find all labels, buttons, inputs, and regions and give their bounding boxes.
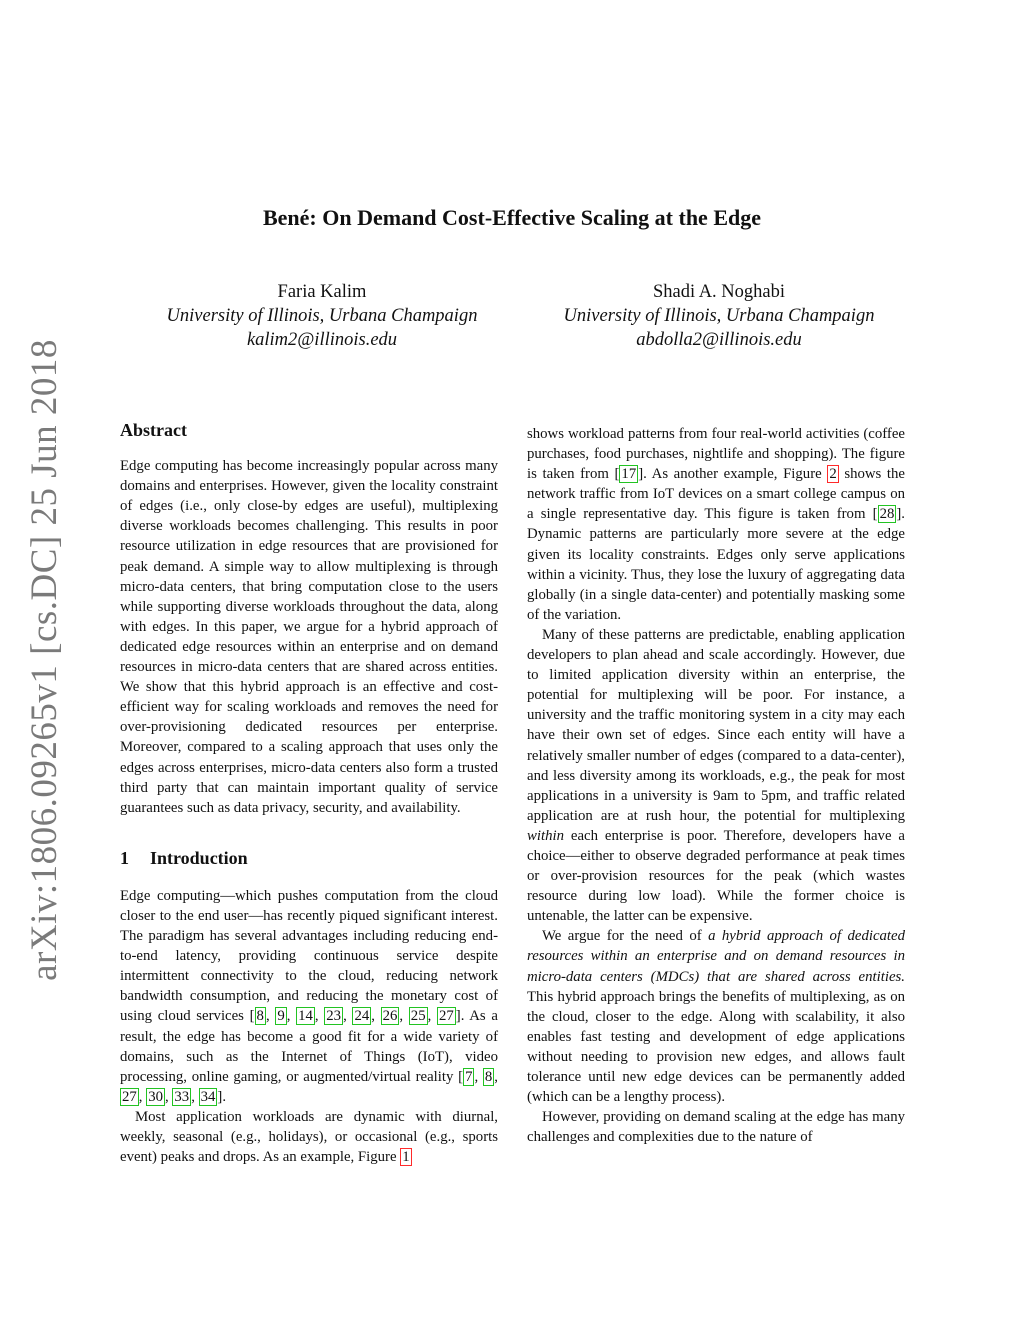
citation-link[interactable]: 9	[277, 1008, 285, 1025]
author-affiliation: University of Illinois, Urbana Champaign	[563, 306, 875, 326]
intro-paragraph-3: Many of these patterns are predictable, enabling application developers to plan ahead and scale accordingly. However, due to limited application diversity within an enterprise, the potential for multiplexing will be poor. For instance, a university and the traffic monitoring system in a city may each have their own set of edges. Since each entity will have a relatively smaller number of edges (compared to a data-center), and less diversity among its workloads, e.g., the peak for most applications in a university is 9am to 5pm, and traffic related application are at rush hour, the potential for multiplexing within each enterprise is poor. Therefore, developers have a choice—either to observe degraded performance at peak times or over-provision resources for the peak (which wastes resource during low load). While the former choice is untenable, the latter can be expensive.	[527, 626, 905, 925]
citation-link[interactable]: 25	[410, 1008, 426, 1025]
intro-paragraph-4: We argue for the need of a hybrid approach of dedicated resources within an enterprise and on demand resources in micro-data centers (MDCs) that are shared across entities. This hybrid approach brings the benefits of multiplexing, as on the cloud, closer to the edge. Along with scalability, it also enables fast testing and development of edge applications without needing to provision new edges, and allows fault tolerance until new edge devices can be permanently added (which can be a lengthy process).	[527, 928, 905, 1106]
author-email[interactable]: abdolla2@illinois.edu	[636, 330, 802, 350]
right-column	[527, 424, 905, 1147]
abstract-text: Edge computing has become increasingly popular across many domains and enterprises. However, given the locality constraint of edges (i.e., only close-by edges are useful), multiplexing diverse workloads becomes challenging. This results in poor resource utilization in edge resources that are provisioned for peak demand. A simple way to allow multiplexing is through micro-data centers, that bring computation close to the users while supporting diverse workloads throughout the data, along with edges. In this paper, we argue for a hybrid approach of dedicated edge resources within an enterprise and on demand resources in micro-data centers that are shared across entities. We show that this hybrid approach is an effective and cost-efficient way for scaling workloads and removes the need for over-provisioning dedicated resources per enterprise. Moreover, compared to a scaling approach that uses only the edges across enterprises, micro-data centers also form a trusted third party that can maintain important quality of service guarantees such as data privacy, security, and availability.	[120, 458, 498, 816]
section-number: 1	[120, 847, 129, 868]
citation-link[interactable]: 27	[122, 1088, 137, 1105]
intro-paragraph-2: Most application workloads are dynamic with diurnal, weekly, seasonal (e.g., holidays), or occasional (e.g., sports event) peaks and drops. As an example, Figure 1	[120, 1108, 498, 1166]
left-column	[120, 420, 498, 1167]
citation-link[interactable]: 33	[174, 1088, 190, 1105]
arxiv-identifier: arXiv:1806.09265v1 [cs.DC] 25 Jun 2018	[24, 339, 66, 981]
author-name: Shadi A. Noghabi	[652, 282, 786, 302]
citation-link[interactable]: 28	[879, 506, 895, 523]
citation-link[interactable]: 30	[148, 1088, 163, 1105]
paper-title: Bené: On Demand Cost-Effective Scaling at the Edge	[262, 205, 761, 230]
citation-link[interactable]: 26	[382, 1008, 398, 1025]
intro-paragraph-1: Edge computing—which pushes computation from the cloud closer to the end user—has recently piqued significant interest. The paradigm has several advantages including reducing end-to-end latency, providing continuous service despite intermittent connectivity to the cloud, reducing network bandwidth consumption, and reducing the monetary cost of using cloud services [ 8 , 9 , 14 , 23 , 24 , 26 , 25 , 27 ]. As a result, the edge has become a good fit for a wide variety of domains, such as the Internet of Things (IoT), video processing, online gaming, or augmented/virtual reality [ 7 , 8 , 27 , 30 , 33 , 34 ].	[120, 887, 498, 1105]
citation-link[interactable]: 27	[438, 1008, 454, 1025]
figure-link[interactable]: 1	[402, 1149, 410, 1166]
intro-paragraph-2-continued: shows workload patterns from four real-world activities (coffee purchases, food purchases, nightlife and shopping). The figure is taken from [ 17 ]. As another example, Figure 2 shows the network traffic from IoT devices on a smart college campus on a single representative day. This figure is taken from [ 28 ]. Dynamic patterns are particularly more severe at the edge given its locality constraints. Edges only serve applications within a vicinity. Thus, they lose the luxury of aggregating data globally (in a single data-center) and potentially masking some of the variation.	[527, 426, 905, 623]
citation-link[interactable]: 8	[256, 1008, 264, 1025]
section-heading	[120, 848, 498, 868]
author-email[interactable]: kalim2@illinois.edu	[246, 330, 398, 350]
author-affiliation: University of Illinois, Urbana Champaign	[166, 306, 478, 326]
citation-link[interactable]: 14	[298, 1008, 313, 1025]
author-block	[519, 280, 919, 352]
citation-link[interactable]: 7	[465, 1068, 473, 1085]
author-name: Faria Kalim	[277, 282, 367, 302]
author-block	[122, 280, 522, 352]
citation-link[interactable]: 23	[326, 1008, 342, 1025]
intro-paragraph-5: However, providing on demand scaling at the edge has many challenges and complexities due to the nature of	[527, 1109, 905, 1146]
abstract-heading: Abstract	[120, 420, 187, 440]
citation-link[interactable]: 24	[354, 1008, 370, 1025]
figure-link[interactable]: 2	[829, 466, 837, 483]
citation-link[interactable]: 34	[200, 1088, 216, 1105]
section-title: Introduction	[150, 847, 248, 868]
citation-link[interactable]: 17	[621, 466, 637, 483]
citation-link[interactable]: 8	[484, 1068, 493, 1085]
